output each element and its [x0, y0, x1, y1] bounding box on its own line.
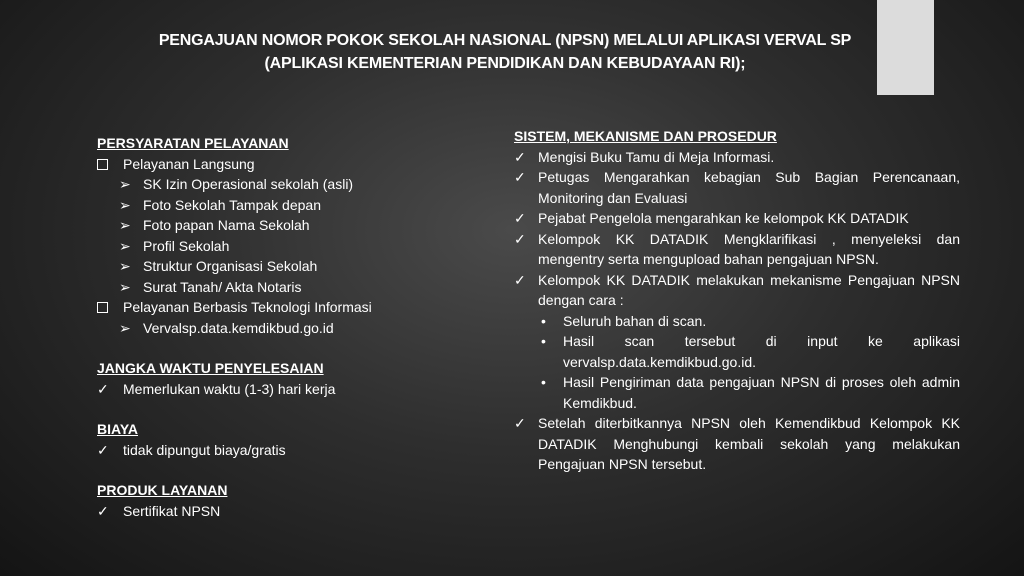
persyaratan-heading: PERSYARATAN PELAYANAN: [97, 135, 289, 151]
list-item: [97, 256, 457, 277]
check-icon: ✓: [97, 502, 109, 519]
list-item: [514, 147, 960, 168]
checkbox-icon: [97, 154, 117, 176]
list-item: [514, 270, 960, 311]
bullet-item: [514, 331, 960, 372]
arrow-icon: ➢: [119, 176, 131, 192]
list-item-label: Surat Tanah/ Akta Notaris: [143, 278, 302, 295]
list-item-label: Pelayanan Berbasis Teknologi Informasi: [123, 299, 372, 315]
bullet-icon: •: [541, 312, 546, 329]
list-item-label: Foto papan Nama Sekolah: [143, 217, 310, 233]
list-item: [97, 277, 457, 298]
page-title: [120, 29, 890, 75]
list-item-label: Pelayanan Langsung: [123, 155, 255, 172]
check-icon: ✓: [514, 230, 526, 247]
list-item-label: Profil Sekolah: [143, 237, 230, 254]
list-item: [97, 174, 457, 195]
list-item-label: tidak dipungut biaya/gratis: [123, 441, 286, 458]
list-item-label: Vervalsp.data.kemdikbud.go.id: [143, 319, 334, 336]
check-icon: ✓: [97, 441, 109, 458]
list-item-label: Struktur Organisasi Sekolah: [143, 258, 318, 274]
list-item-label: Pejabat Pengelola mengarahkan ke kelompok KK DATADIK: [538, 210, 909, 226]
bullet-item: [514, 311, 960, 332]
list-item-label: Petugas Mengarahkan kebagian Sub Bagian Perencanaan, Monitoring dan Evaluasi: [538, 169, 960, 206]
list-item: [514, 413, 960, 475]
list-item: [97, 318, 457, 339]
list-item-label: SK Izin Operasional sekolah (asli): [143, 176, 354, 192]
list-item: [97, 297, 457, 318]
list-item: [97, 236, 457, 257]
list-item: [514, 208, 960, 229]
bullet-icon: •: [541, 333, 546, 349]
jangka-heading: JANGKA WAKTU PENYELESAIAN: [97, 360, 324, 376]
list-item: [97, 215, 457, 236]
list-item-label: Kelompok KK DATADIK Mengklarifikasi , menyeleksi dan mengentry serta mengupload bahan pengajuan NPSN.: [538, 230, 960, 267]
bullet-item-label: Hasil scan tersebut di input ke aplikasi vervalsp.data.kemdikbud.go.id.: [563, 333, 960, 370]
title-line-1: PENGAJUAN NOMOR POKOK SEKOLAH NASIONAL (NPSN) MELALUI APLIKASI VERVAL SP: [158, 32, 852, 49]
list-item: [97, 154, 457, 175]
bullet-item: [514, 372, 960, 413]
title-line-2: (APLIKASI KEMENTERIAN PENDIDIKAN DAN KEBUDAYAAN RI);: [264, 55, 746, 72]
check-icon: ✓: [514, 271, 526, 288]
arrow-icon: ➢: [119, 278, 131, 295]
list-item: [97, 501, 457, 522]
bullet-item-label: Seluruh bahan di scan.: [563, 312, 707, 329]
list-item: [97, 379, 457, 400]
sistem-heading: SISTEM, MEKANISME DAN PROSEDUR: [514, 128, 777, 144]
check-icon: ✓: [514, 148, 526, 165]
list-item: [97, 195, 457, 216]
list-item-label: Sertifikat NPSN: [123, 502, 221, 519]
checkbox-icon: [97, 297, 117, 319]
bullet-item-label: Hasil Pengiriman data pengajuan NPSN di proses oleh admin Kemdikbud.: [563, 374, 960, 411]
list-item: [514, 167, 960, 208]
arrow-icon: ➢: [119, 217, 131, 233]
produk-heading: PRODUK LAYANAN: [97, 482, 228, 498]
arrow-icon: ➢: [119, 196, 131, 213]
list-item-label: Memerlukan waktu (1-3) hari kerja: [123, 380, 336, 397]
biaya-heading: BIAYA: [97, 421, 138, 437]
right-column: [514, 126, 960, 475]
list-item: [97, 440, 457, 461]
arrow-icon: ➢: [119, 319, 131, 336]
list-item-label: Setelah diterbitkannya NPSN oleh Kemendikbud Kelompok KK DATADIK Menghubungi kembali sekolah yang melakukan Pengajuan NPSN tersebut.: [538, 415, 960, 472]
list-item-label: Foto Sekolah Tampak depan: [143, 196, 321, 213]
left-column: [97, 133, 457, 521]
list-item-label: Mengisi Buku Tamu di Meja Informasi.: [538, 148, 775, 165]
check-icon: ✓: [97, 380, 109, 397]
check-icon: ✓: [514, 415, 526, 431]
check-icon: ✓: [514, 169, 526, 185]
arrow-icon: ➢: [119, 237, 131, 254]
bullet-icon: •: [541, 374, 546, 390]
list-item: [514, 229, 960, 270]
list-item-label: Kelompok KK DATADIK melakukan mekanisme Pengajuan NPSN dengan cara :: [538, 271, 960, 308]
arrow-icon: ➢: [119, 258, 131, 274]
check-icon: ✓: [514, 210, 526, 226]
